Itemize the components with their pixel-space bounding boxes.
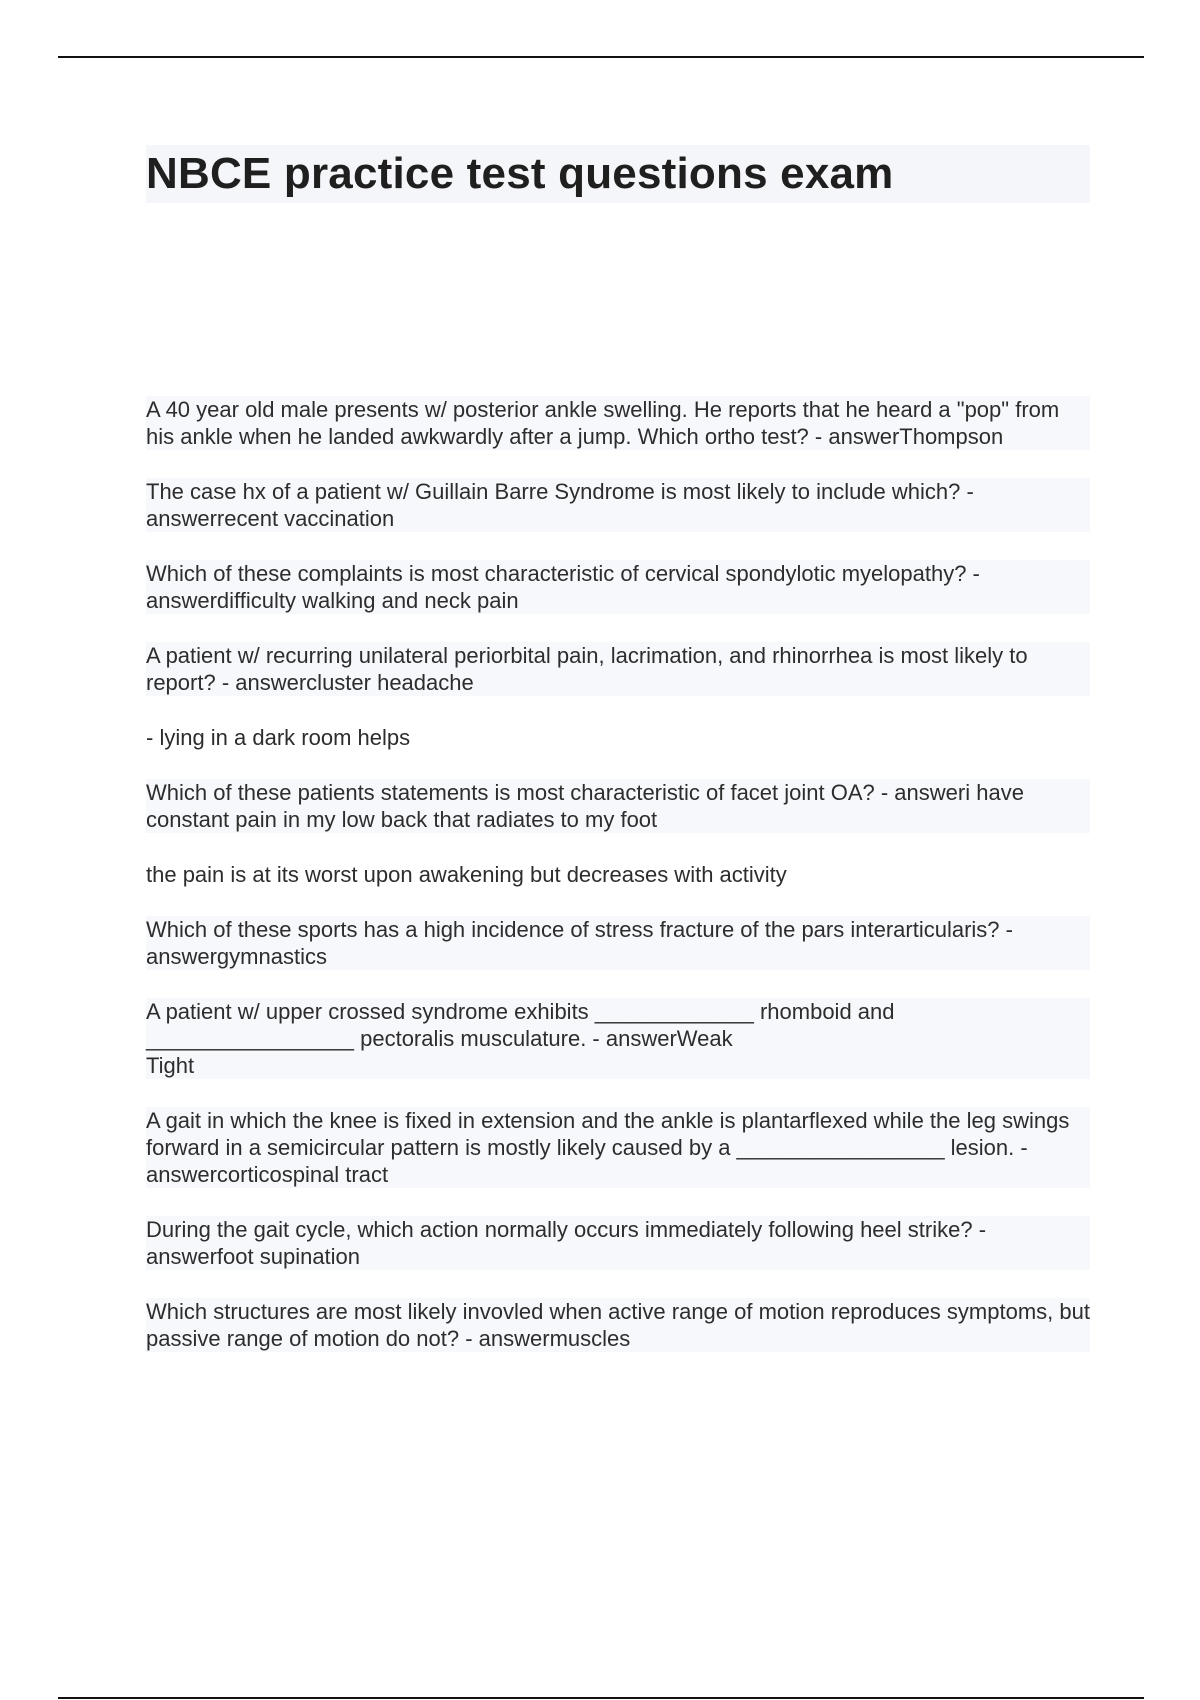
bottom-divider — [58, 1697, 1144, 1699]
top-divider — [58, 56, 1144, 58]
question-paragraph-6: Which of these sports has a high incidence of stress fracture of the pars interarticularis? - answergymnastics — [146, 916, 1090, 970]
question-paragraph-9: During the gait cycle, which action normally occurs immediately following heel strike? - answerfoot supination — [146, 1216, 1090, 1270]
question-paragraph-4: A patient w/ recurring unilateral periorbital pain, lacrimation, and rhinorrhea is most likely to report? - answercluster headache — [146, 642, 1090, 696]
answer-note-paragraph-2: the pain is at its worst upon awakening but decreases with activity — [146, 862, 787, 887]
question-paragraph-1: A 40 year old male presents w/ posterior ankle swelling. He reports that he heard a "pop" from his ankle when he landed awkwardly after a jump. Which ortho test? - answerThompson — [146, 396, 1090, 450]
answer-note-paragraph-1: - lying in a dark room helps — [146, 725, 411, 750]
question-paragraph-5: Which of these patients statements is most characteristic of facet joint OA? - answeri have constant pain in my low back that radiates to my foot — [146, 779, 1090, 833]
question-paragraph-10: Which structures are most likely invovled when active range of motion reproduces symptoms, but passive range of motion do not? - answermuscles — [146, 1299, 1090, 1351]
question-paragraph-3: Which of these complaints is most characteristic of cervical spondylotic myelopathy? - answerdifficulty walking and neck pain — [146, 560, 1090, 614]
question-paragraph-8: A gait in which the knee is fixed in extension and the ankle is plantarflexed while the leg swings forward in a semicircular pattern is mostly likely caused by a _________________ lesion. - answercorticospinal tract — [146, 1107, 1090, 1188]
question-paragraph-7: A patient w/ upper crossed syndrome exhibits _____________ rhomboid and _________________ pectoralis musculature. - answerWeak Tight — [146, 998, 1090, 1079]
document-title: NBCE practice test questions exam — [146, 149, 894, 198]
document-body — [146, 396, 1090, 1380]
question-paragraph-2: The case hx of a patient w/ Guillain Barre Syndrome is most likely to include which? - answerrecent vaccination — [146, 478, 1090, 532]
